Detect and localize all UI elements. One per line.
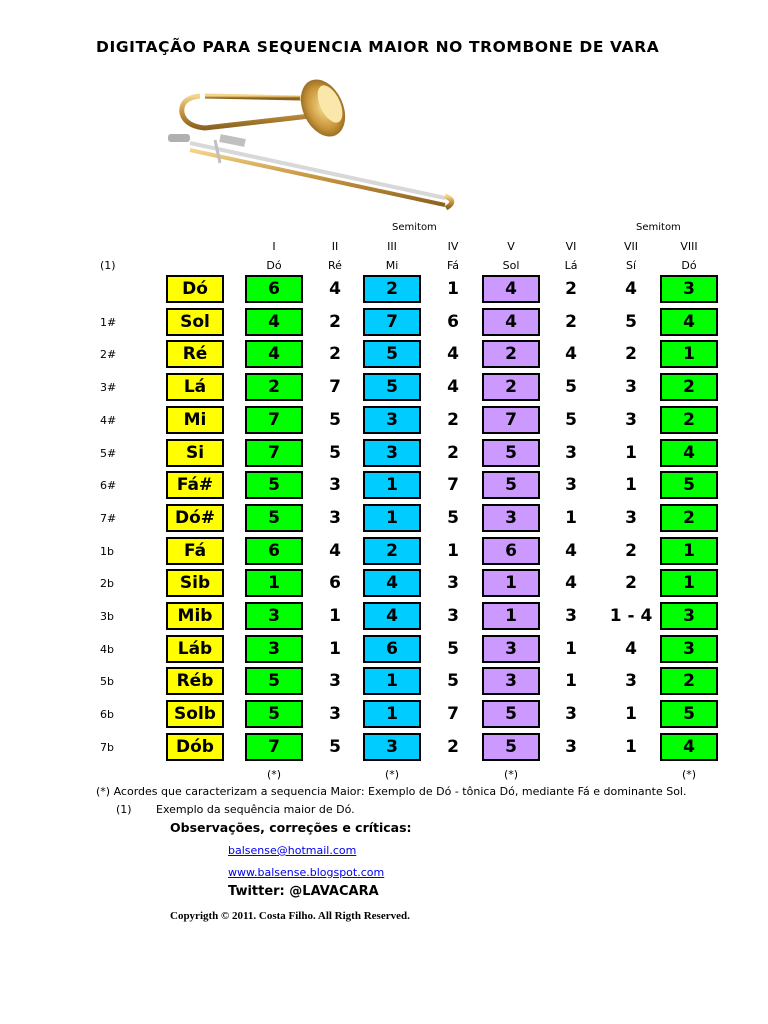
trombone-image [160,68,460,218]
position-cell: 1 [363,504,421,532]
position-cell: 2 [447,737,459,757]
footnote-1-label: (1) [116,803,132,816]
position-cell: 1 [363,471,421,499]
position-cell: 1 [482,602,540,630]
degree-roman: IV [447,240,459,253]
position-cell: 5 [329,443,341,463]
position-cell: 2 [329,312,341,332]
position-cell: 3 [329,671,341,691]
position-cell: 5 [329,410,341,430]
key-cell: Fá# [166,471,224,499]
position-cell: 1 [329,639,341,659]
degree-roman: VII [623,240,638,253]
position-cell: 1 [565,639,577,659]
position-cell: 5 [363,373,421,401]
position-cell: 2 [660,504,718,532]
position-cell: 7 [482,406,540,434]
key-cell: Dó [166,275,224,303]
row-label: 5b [100,675,114,688]
header-row-label: (1) [100,259,116,272]
degree-note: Sí [625,259,637,272]
degree-note: Dó [266,259,282,272]
key-cell: Ré [166,340,224,368]
key-cell: Fá [166,537,224,565]
position-cell: 4 [625,639,637,659]
position-cell: 7 [447,475,459,495]
position-cell: 3 [482,504,540,532]
position-cell: 3 [482,635,540,663]
position-cell: 2 [625,344,637,364]
position-cell: 4 [660,733,718,761]
position-cell: 3 [329,508,341,528]
position-cell: 4 [660,308,718,336]
degree-note: Lá [564,259,578,272]
position-cell: 3 [565,737,577,757]
position-cell: 2 [660,667,718,695]
row-label: 2b [100,577,114,590]
position-cell: 7 [329,377,341,397]
position-cell: 2 [482,340,540,368]
position-cell: 5 [625,312,637,332]
row-label: 7# [100,512,117,525]
position-cell: 6 [245,537,303,565]
position-cell: 3 [625,508,637,528]
key-cell: Dób [166,733,224,761]
degree-note: Ré [328,259,342,272]
position-cell: 3 [565,704,577,724]
key-cell: Mi [166,406,224,434]
position-cell: 2 [363,275,421,303]
position-cell: 5 [482,733,540,761]
key-cell: Si [166,439,224,467]
position-cell: 3 [660,275,718,303]
position-cell: 1 - 4 [609,606,653,626]
position-cell: 3 [245,602,303,630]
row-label: 3# [100,381,117,394]
position-cell: 1 [660,569,718,597]
position-cell: 2 [625,541,637,561]
copyright-notice: Copyrigth © 2011. Costa Filho. All Rigth Reserved. [170,910,410,922]
row-label: 3b [100,610,114,623]
position-cell: 6 [363,635,421,663]
position-cell: 6 [447,312,459,332]
position-cell: 7 [447,704,459,724]
key-cell: Solb [166,700,224,728]
position-cell: 2 [329,344,341,364]
key-cell: Dó# [166,504,224,532]
row-label: 6b [100,708,114,721]
position-cell: 7 [245,733,303,761]
position-cell: 5 [660,700,718,728]
position-cell: 5 [482,439,540,467]
position-cell: 3 [245,635,303,663]
position-cell: 4 [660,439,718,467]
position-cell: 5 [447,671,459,691]
position-cell: 1 [565,508,577,528]
position-cell: 1 [482,569,540,597]
position-cell: 3 [625,410,637,430]
footnote-star: (*) Acordes que caracterizam a sequencia Maior: Exemplo de Dó - tônica Dó, mediante Fá e dominante Sol. [96,785,687,798]
position-cell: 4 [565,541,577,561]
degree-note: Sol [502,259,520,272]
observations-heading: Observações, correções e críticas: [170,820,412,835]
position-cell: 3 [329,475,341,495]
position-cell: 2 [245,373,303,401]
row-label: 5# [100,447,117,460]
position-cell: 4 [245,308,303,336]
position-cell: 1 [565,671,577,691]
position-cell: 5 [482,471,540,499]
position-cell: 5 [245,700,303,728]
degree-roman: VIII [680,240,698,253]
chord-marker: (*) [503,768,519,781]
position-cell: 1 [625,737,637,757]
position-cell: 4 [482,275,540,303]
position-cell: 4 [329,541,341,561]
position-cell: 1 [245,569,303,597]
position-cell: 2 [447,410,459,430]
position-cell: 1 [660,340,718,368]
key-cell: Sol [166,308,224,336]
position-cell: 1 [447,279,459,299]
position-cell: 5 [447,508,459,528]
position-cell: 5 [565,377,577,397]
degree-roman: III [387,240,397,253]
position-cell: 5 [245,471,303,499]
position-cell: 3 [482,667,540,695]
position-cell: 7 [245,439,303,467]
position-cell: 4 [482,308,540,336]
degree-roman: II [331,240,339,253]
position-cell: 5 [245,504,303,532]
position-cell: 3 [363,439,421,467]
position-cell: 2 [625,573,637,593]
blog-link[interactable]: www.balsense.blogspot.com [228,866,385,879]
key-cell: Réb [166,667,224,695]
row-label: 1# [100,316,117,329]
row-label: 4b [100,643,114,656]
degree-note: Fá [446,259,460,272]
position-cell: 7 [363,308,421,336]
position-cell: 1 [625,443,637,463]
page-title: DIGITAÇÃO PARA SEQUENCIA MAIOR NO TROMBONE DE VARA [96,38,660,56]
position-cell: 5 [245,667,303,695]
position-cell: 7 [245,406,303,434]
position-cell: 1 [363,700,421,728]
position-cell: 2 [482,373,540,401]
position-cell: 3 [625,671,637,691]
key-cell: Sib [166,569,224,597]
row-label: 6# [100,479,117,492]
position-cell: 2 [660,406,718,434]
position-cell: 3 [565,606,577,626]
semitom-label-1: Semitom [392,222,437,233]
chord-marker: (*) [266,768,282,781]
position-cell: 3 [447,573,459,593]
position-cell: 4 [625,279,637,299]
degree-note: Mi [385,259,399,272]
position-cell: 2 [565,312,577,332]
position-cell: 4 [329,279,341,299]
position-cell: 1 [660,537,718,565]
position-cell: 1 [447,541,459,561]
position-cell: 3 [565,475,577,495]
position-cell: 3 [625,377,637,397]
row-label: 4# [100,414,117,427]
key-cell: Láb [166,635,224,663]
degree-note: Dó [681,259,697,272]
key-cell: Lá [166,373,224,401]
position-cell: 2 [447,443,459,463]
chord-marker: (*) [384,768,400,781]
position-cell: 4 [565,573,577,593]
position-cell: 5 [447,639,459,659]
position-cell: 3 [363,733,421,761]
position-cell: 4 [447,344,459,364]
degree-roman: VI [565,240,577,253]
position-cell: 4 [565,344,577,364]
position-cell: 2 [660,373,718,401]
position-cell: 6 [329,573,341,593]
position-cell: 3 [565,443,577,463]
position-cell: 1 [329,606,341,626]
position-cell: 5 [329,737,341,757]
degree-roman: I [272,240,276,253]
position-cell: 4 [245,340,303,368]
position-cell: 2 [363,537,421,565]
chord-marker: (*) [681,768,697,781]
position-cell: 3 [660,635,718,663]
twitter-handle: Twitter: @LAVACARA [228,884,379,899]
semitom-label-2: Semitom [636,222,681,233]
position-cell: 4 [363,569,421,597]
position-cell: 1 [363,667,421,695]
position-cell: 3 [329,704,341,724]
position-cell: 4 [447,377,459,397]
position-cell: 1 [625,704,637,724]
degree-roman: V [507,240,515,253]
position-cell: 6 [245,275,303,303]
position-cell: 6 [482,537,540,565]
position-cell: 3 [447,606,459,626]
position-cell: 5 [363,340,421,368]
row-label: 7b [100,741,114,754]
position-cell: 3 [363,406,421,434]
position-cell: 5 [482,700,540,728]
row-label: 2# [100,348,117,361]
row-label: 1b [100,545,114,558]
footnote-1-text: Exemplo da sequência maior de Dó. [156,803,355,816]
position-cell: 5 [660,471,718,499]
position-cell: 3 [660,602,718,630]
key-cell: Mib [166,602,224,630]
position-cell: 1 [625,475,637,495]
position-cell: 4 [363,602,421,630]
position-cell: 5 [565,410,577,430]
email-link[interactable]: balsense@hotmail.com [228,844,357,857]
position-cell: 2 [565,279,577,299]
